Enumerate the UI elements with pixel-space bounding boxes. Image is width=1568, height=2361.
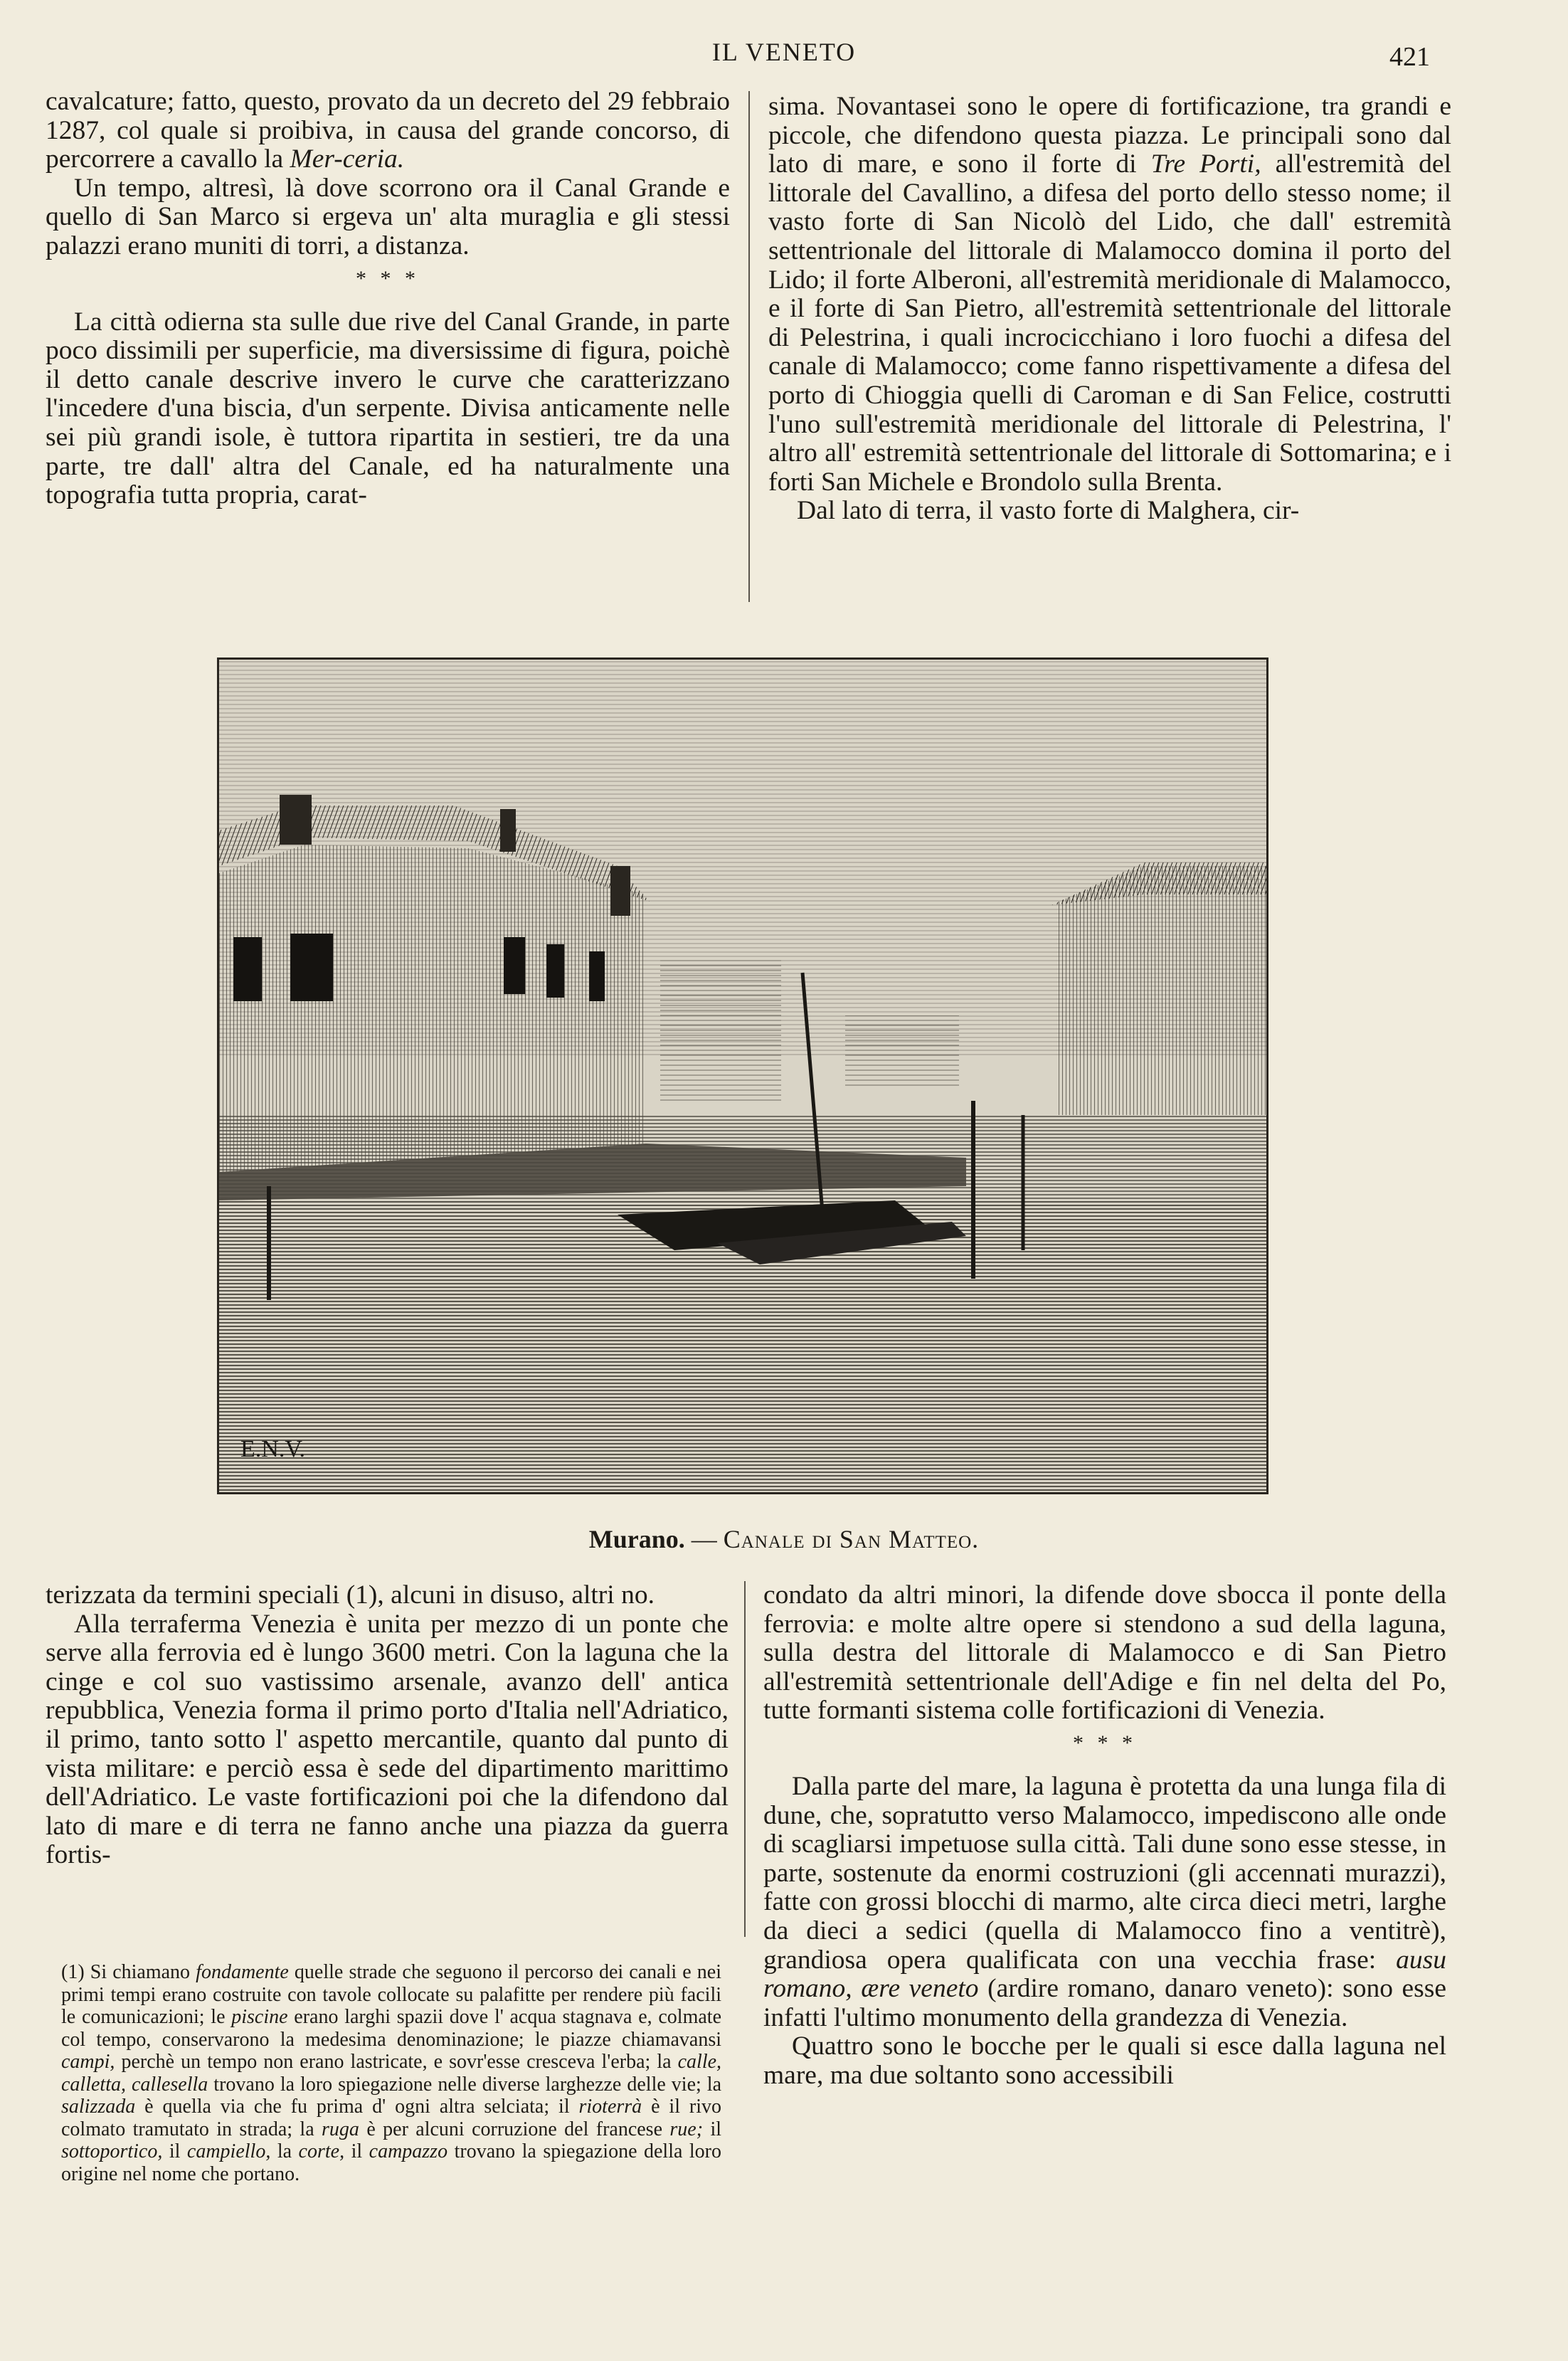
footnote	[61, 1961, 721, 2185]
caption-dash: —	[684, 1525, 724, 1553]
footnote-text: è il rivo colmato tramutato in strada; la	[61, 2096, 721, 2140]
footnote-term: sottoportico,	[61, 2140, 163, 2162]
column-upper-left	[46, 88, 730, 510]
paragraph: Alla terraferma Venezia è unita per mezzo di un ponte che serve alla ferrovia ed è lungo 3600 metri. Con la laguna che la cinge e col suo vastissimo arsenale, avanzo dell' antica repubblica, Venezia forma il primo porto d'Italia nell'Adriatico, il primo, tanto sotto l' aspetto mercantile, quanto dal punto di vista militare: e perciò essa è sede del dipartimento marittimo dell'Adriatico. Le vaste fortificazioni poi che la difendono dal lato di mare e di terra ne fanno anche una piazza da guerra fortis-	[46, 1609, 729, 1870]
footnote-term: rioterrà	[578, 2096, 642, 2118]
footnote-text: quelle strade che seguono il percorso dei canali e nei primi tempi erano costruite con tavole collocate su palafitte per rendere più facili le comunicazioni; le	[61, 1961, 721, 2028]
italic-phrase: ausu romano, ære veneto	[763, 1945, 1446, 2004]
chimney	[500, 809, 516, 852]
footnote-text: (1) Si chiamano	[61, 1961, 191, 1983]
paragraph: terizzata da termini speciali (1), alcuni in disuso, altri no.	[46, 1580, 655, 1610]
paragraph: Dal lato di terra, il vasto forte di Malghera, cir-	[797, 496, 1300, 526]
paragraph: condato da altri minori, la difende dove sbocca il ponte della ferrovia: e molte altre opere si stendono a sud della laguna, sulla destra del littorale di Malamocco e di San Pietro all'estremità settentrionale dell'Adige e fin nel delta del Po, tutte formanti sistema colle fortificazioni di Venezia.	[763, 1580, 1446, 1726]
italic-term: Mer-ceria.	[290, 144, 405, 174]
footnote-term: fondamente	[196, 1961, 289, 1983]
window	[504, 937, 525, 994]
column-lower-left	[46, 1581, 729, 1870]
chimney	[280, 795, 312, 845]
footnote-text: il	[351, 2140, 363, 2162]
column-lower-right	[763, 1581, 1446, 2091]
paragraph	[768, 93, 1451, 497]
footnote-term: piscine	[231, 2006, 288, 2028]
footnote-text: il	[710, 2118, 722, 2140]
footnote-term: rue;	[669, 2118, 704, 2140]
page-number: 421	[1389, 42, 1430, 72]
footnote-term: campazzo	[369, 2140, 448, 2162]
paragraph-text: all'estremità del littorale del Cavallino, a difesa del porto dello stesso nome; il vasto forte di San Nicolò del Lido, che dall' estremità settentrionale del littorale di Malamocco domina il porto del Lido; il forte Alberoni, all'estremità meridionale di Malamocco, e il forte di San Pietro, all'estremità settentrionale del littorale di Pelestrina, i quali incrocicchiano i loro fuochi a difesa del canale di Malamocco; come fanno rispettivamente a difesa del porto di Chioggia quelli di Caroman e di San Felice, costrutti l'uno sull'estremità meridionale del littorale di Pelestrina, l' altro all' estremità settentrionale del littorale di Sottomarina; e i forti San Michele e Brondolo sulla Brenta.	[768, 149, 1451, 497]
distant-building	[845, 1015, 959, 1087]
footnote-text: trovano la spiegazione della loro origine nel nome che portano.	[61, 2140, 722, 2185]
window	[546, 944, 564, 998]
footnote-text: trovano la loro spiegazione nelle diverse larghezze delle vie; la	[213, 2073, 721, 2096]
illustration-caption	[0, 1524, 1568, 1554]
paragraph: Un tempo, altresì, là dove scorrono ora il Canal Grande e quello di San Marco si ergeva un' alta muraglia e gli stessi palazzi erano muniti di torri, a distanza.	[46, 173, 730, 260]
engraving-illustration	[217, 657, 1268, 1494]
footnote-text: perchè un tempo non erano lastricate, e sovr'esse cresceva l'erba; la	[121, 2051, 672, 2073]
paragraph	[46, 88, 730, 174]
footnote-text: è per alcuni corruzione del francese	[366, 2118, 663, 2140]
window	[290, 934, 333, 1001]
paragraph-text: sima. Novantasei sono le opere di fortificazione, tra grandi e piccole, che difendono questa piazza. Le principali sono dal lato di mare, e sono il forte di	[768, 92, 1451, 179]
footnote-term: campiello,	[186, 2140, 271, 2162]
engraver-signature: E.N.V.	[240, 1436, 305, 1462]
paragraph: La città odierna sta sulle due rive del Canal Grande, in parte poco dissimili per superficie, ma diversissime di figura, poichè il detto canale descrive invero le curve che caratterizzano l'incedere d'una biscia, d'un serpente. Divisa anticamente nelle sei più grandi isole, è tuttora ripartita in sestieri, tre da una parte, tre dall' altra del Canale, ed ha naturalmente una topografia tutta propria, carat-	[46, 307, 730, 510]
italic-term: Tre Porti,	[1150, 149, 1261, 179]
caption-title: Canale di San Matteo.	[723, 1525, 980, 1553]
paragraph-text: cavalcature; fatto, questo, provato da un decreto del 29 febbraio 1287, col quale si proibiva, in causa del grande concorso, di percorrere a cavallo la	[46, 87, 730, 174]
asterism: * * *	[1073, 1731, 1137, 1755]
chimney	[610, 866, 630, 916]
column-rule	[744, 1581, 746, 1937]
footnote-term: ruga	[322, 2118, 359, 2140]
footnote-text: erano larghi spazii dove l' acqua stagnava e, colmate col tempo, conservarono la medesima denominazione; le piazze chiamavansi	[61, 2006, 721, 2051]
footnote-term: campi,	[61, 2051, 115, 2073]
paragraph-text: (ardire romano, danaro veneto): sono esse infatti l'ultimo monumento della grandezza di Venezia.	[763, 1974, 1447, 2032]
column-rule	[748, 91, 750, 602]
window	[589, 951, 605, 1001]
paragraph	[763, 1773, 1446, 2032]
footnote-term: calle, calletta, callesella	[61, 2051, 722, 2096]
asterism: * * *	[356, 266, 420, 290]
footnote-text: il	[169, 2140, 181, 2162]
engraving-murano-canal	[219, 660, 1266, 1492]
footnote-term: corte,	[298, 2140, 345, 2162]
footnote-term: salizzada	[61, 2096, 136, 2118]
running-header: IL VENETO	[711, 38, 857, 66]
paragraph-text: Dalla parte del mare, la laguna è protetta da una lunga fila di dune, che, sopratutto verso Malamocco, impediscono alle onde di scagliarsi impetuose sulla città. Tali dune sono esse stesse, in parte, sostenute da enormi costruzioni (gli accennati murazzi), fatte con grossi blocchi di marmo, alte circa dieci metri, larghe da dieci a sedici (quella di Malamocco fino a ventitrè), grandiosa opera qualificata con una vecchia frase:	[763, 1771, 1446, 1975]
column-upper-right	[768, 93, 1451, 526]
footnote-text: è quella via che fu prima d' ogni altra selciata; il	[144, 2096, 570, 2118]
right-building	[1059, 866, 1266, 1115]
footnote-text: la	[277, 2140, 292, 2162]
distant-building	[660, 958, 781, 1101]
window	[233, 937, 262, 1001]
caption-place: Murano.	[588, 1525, 685, 1553]
paragraph: Quattro sono le bocche per le quali si esce dalla laguna nel mare, ma due soltanto sono accessibili	[763, 2032, 1446, 2090]
